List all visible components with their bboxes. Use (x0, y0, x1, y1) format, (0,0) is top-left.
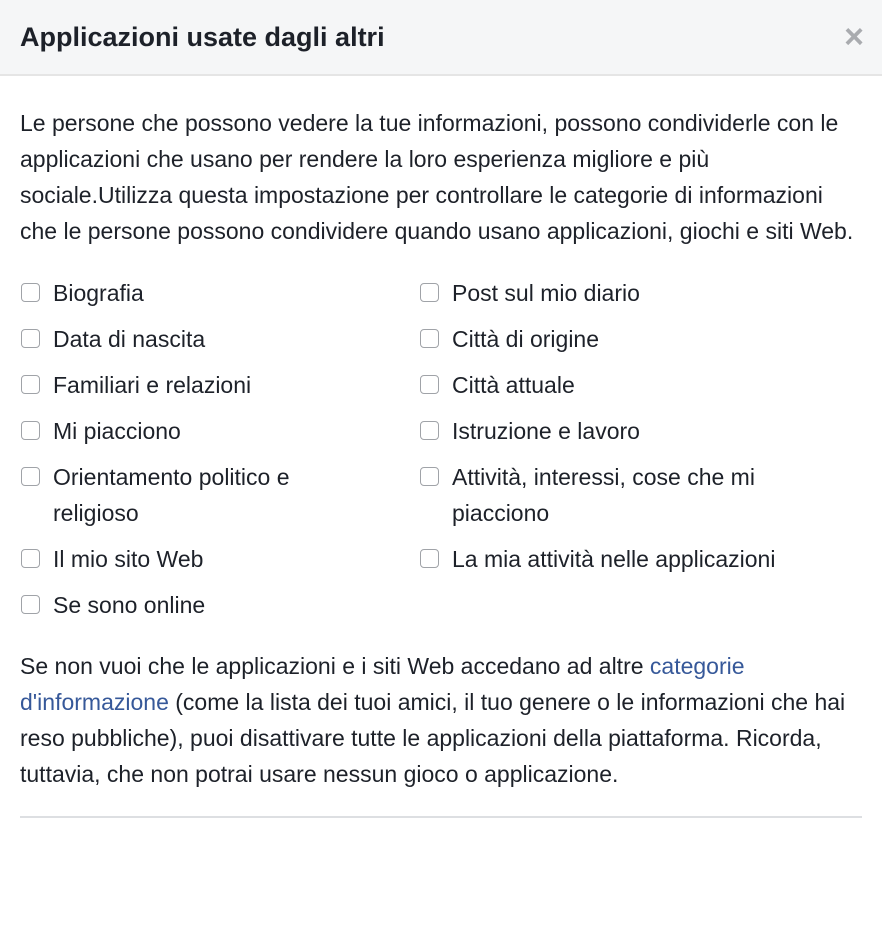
option-label: Orientamento politico e religioso (53, 464, 290, 526)
option-label: Data di nascita (53, 326, 206, 352)
option-citta-attuale[interactable] (419, 367, 862, 403)
option-attivita-interessi[interactable] (419, 459, 862, 531)
options-grid (20, 275, 862, 633)
option-biografia[interactable] (20, 275, 419, 311)
divider (20, 816, 862, 818)
option-familiari-relazioni[interactable] (20, 367, 419, 403)
dialog-title: Applicazioni usate dagli altri (20, 21, 385, 52)
option-label: Attività, interessi, cose che mi piacciono (452, 464, 755, 526)
footer-text-after: (come la lista dei tuoi amici, il tuo genere o le informazioni che hai reso pubbliche), puoi disattivare tutte le applicazioni della piattaforma. Ricorda, tuttavia, che non potrai usare nessun gioco o applicazione. (20, 689, 846, 787)
option-citta-origine[interactable] (419, 321, 862, 357)
option-sito-web[interactable] (20, 541, 419, 577)
dialog-header (0, 0, 882, 76)
option-mi-piacciono[interactable] (20, 413, 419, 449)
info-categories-link[interactable]: categorie d'informazione (20, 653, 745, 715)
option-label: Città attuale (452, 372, 575, 398)
checkbox[interactable] (21, 329, 40, 348)
option-label: La mia attività nelle applicazioni (452, 546, 776, 572)
checkbox[interactable] (420, 283, 439, 302)
option-data-nascita[interactable] (20, 321, 419, 357)
checkbox[interactable] (21, 283, 40, 302)
footer-text (20, 648, 862, 792)
checkbox[interactable] (21, 549, 40, 568)
option-label: Biografia (53, 280, 144, 306)
option-label: Familiari e relazioni (53, 372, 252, 398)
checkbox[interactable] (420, 421, 439, 440)
option-istruzione-lavoro[interactable] (419, 413, 862, 449)
option-label: Istruzione e lavoro (452, 418, 640, 444)
option-orientamento[interactable] (20, 459, 419, 531)
dialog-body (0, 105, 882, 818)
checkbox[interactable] (420, 329, 439, 348)
footer-text-before: Se non vuoi che le applicazioni e i siti Web accedano ad altre (20, 653, 650, 679)
option-post-diario[interactable] (419, 275, 862, 311)
checkbox[interactable] (420, 549, 439, 568)
intro-text: Le persone che possono vedere la tue informazioni, possono condividerle con le applicazioni che usano per rendere la loro esperienza migliore e più sociale.Utilizza questa impostazione per controllare le categorie di informazioni che le persone possono condividere quando usano applicazioni, giochi e siti Web. (20, 110, 854, 244)
checkbox[interactable] (21, 375, 40, 394)
option-label: Il mio sito Web (53, 546, 204, 572)
option-label: Se sono online (53, 592, 206, 618)
checkbox[interactable] (21, 595, 40, 614)
checkbox[interactable] (420, 467, 439, 486)
option-se-sono-online[interactable] (20, 587, 419, 623)
checkbox[interactable] (21, 467, 40, 486)
option-label: Mi piacciono (53, 418, 181, 444)
checkbox[interactable] (420, 375, 439, 394)
option-label: Città di origine (452, 326, 600, 352)
close-icon[interactable]: × (844, 18, 864, 56)
checkbox[interactable] (21, 421, 40, 440)
option-attivita-applicazioni[interactable] (419, 541, 862, 577)
option-label: Post sul mio diario (452, 280, 640, 306)
